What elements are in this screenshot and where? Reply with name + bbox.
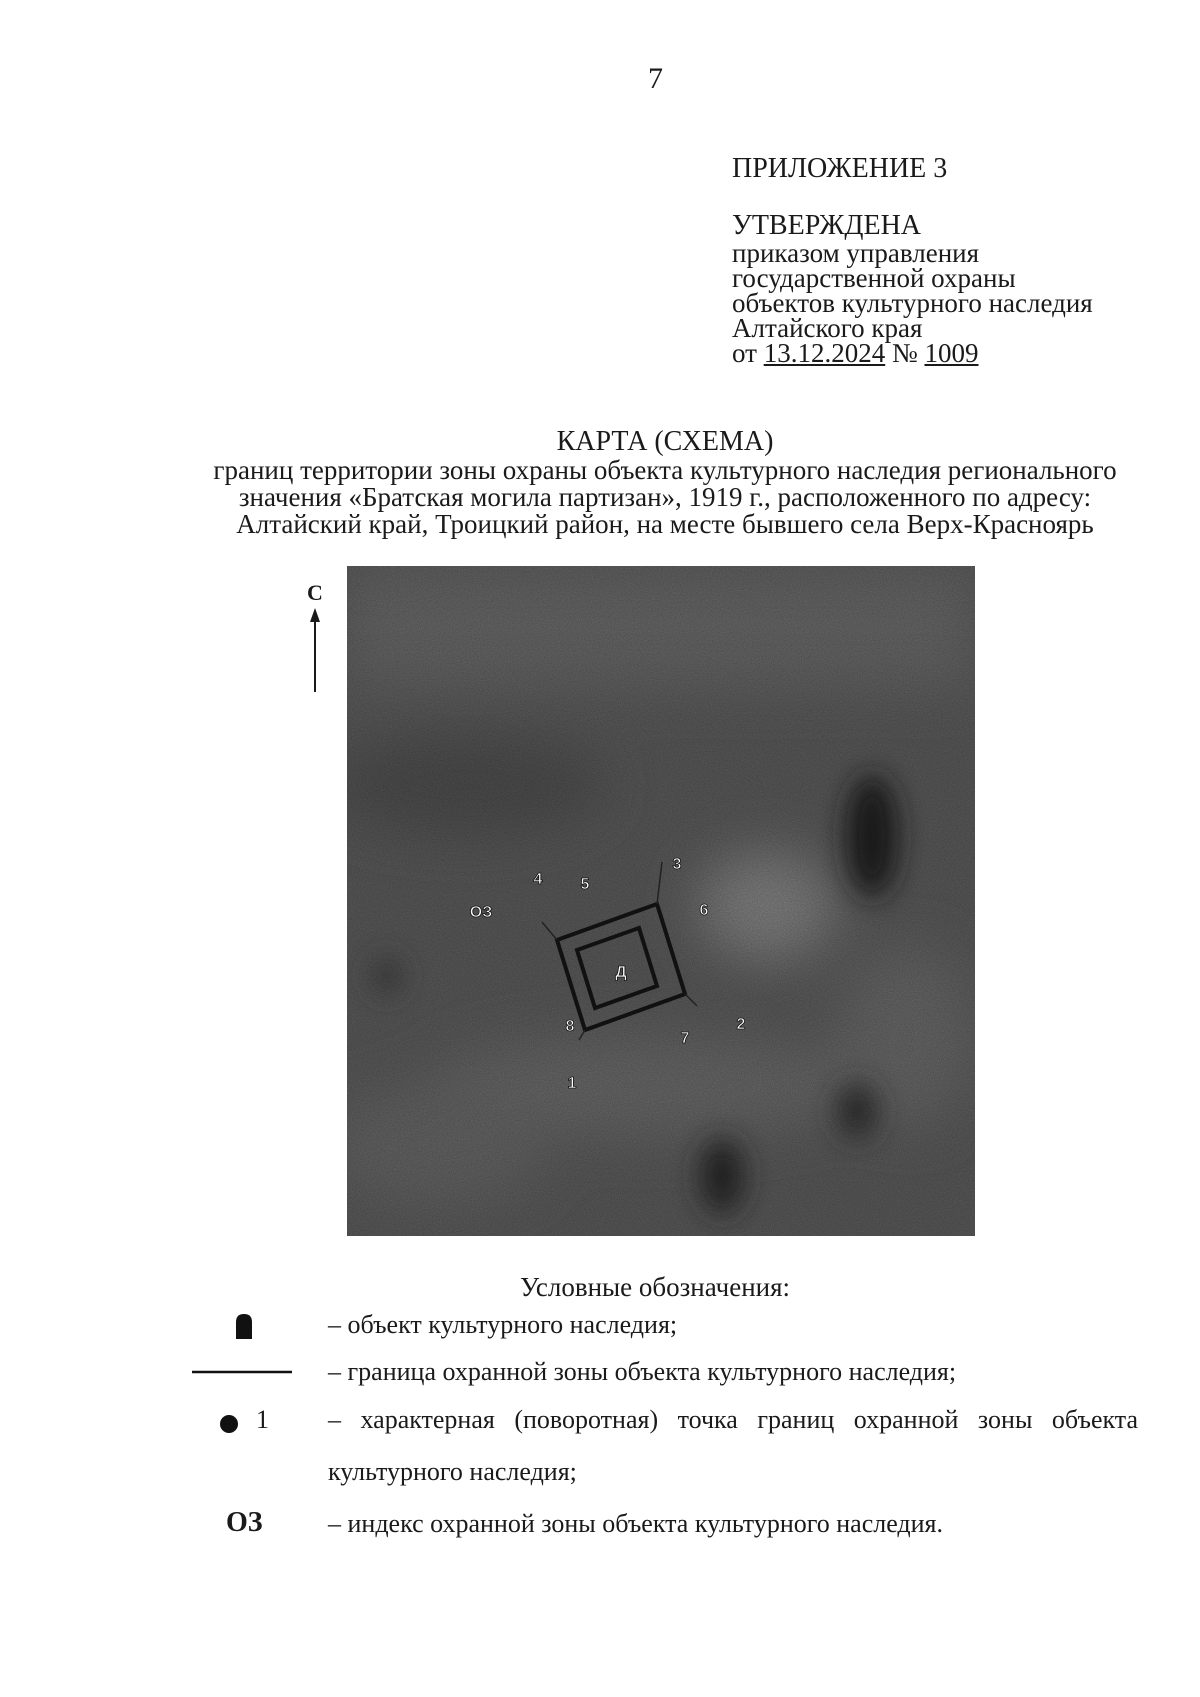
point-label: 2: [736, 1016, 746, 1033]
approval-line: государственной охраны: [732, 263, 1016, 293]
annex-label: ПРИЛОЖЕНИЕ 3: [732, 153, 948, 184]
approval-date: 13.12.2024: [763, 338, 886, 368]
map-image: [347, 566, 975, 1236]
object-label: Д: [615, 964, 627, 981]
map-heading: КАРТА (СХЕМА): [556, 426, 774, 457]
point-label: 6: [699, 902, 709, 919]
map-title-line: Алтайский край, Троицкий район, на месте бывшего села Верх-Красноярь: [236, 509, 1094, 539]
zone-label: ОЗ: [469, 904, 493, 921]
legend-text: – граница охранной зоны объекта культурного наследия;: [328, 1357, 957, 1386]
approved-label: УТВЕРЖДЕНА: [732, 210, 922, 241]
point-label: 3: [672, 856, 682, 873]
zone-index-symbol: ОЗ: [226, 1507, 263, 1538]
approval-date-line: [732, 338, 1093, 368]
point-label: 1: [567, 1075, 577, 1092]
point-label: 5: [580, 876, 590, 893]
legend-text: – индекс охранной зоны объекта культурного наследия.: [328, 1509, 944, 1538]
point-label: 4: [533, 871, 543, 888]
approval-line: приказом управления: [732, 238, 980, 268]
map-title-line: значения «Братская могила партизан», 1919 г., расположенного по адресу:: [238, 482, 1092, 512]
approval-number: 1009: [924, 338, 979, 368]
boundary-line-icon: [192, 1369, 292, 1375]
approval-line: Алтайского края: [732, 313, 923, 343]
date-prefix: от: [732, 338, 757, 368]
north-arrow-icon: [300, 580, 330, 700]
north-label: С: [307, 580, 323, 605]
point-symbol-label: 1: [256, 1405, 269, 1434]
approval-line: объектов культурного наследия: [732, 288, 1093, 318]
satellite-map: [347, 566, 975, 1236]
map-title: [160, 428, 1170, 538]
point-label: 7: [680, 1030, 690, 1047]
legend-title: Условные обозначения:: [520, 1272, 791, 1302]
point-icon: [218, 1413, 240, 1435]
page-number: 7: [648, 62, 663, 95]
north-arrow: [300, 580, 330, 700]
map-title-line: границ территории зоны охраны объекта культурного наследия регионального: [213, 455, 1117, 485]
point-label: 8: [565, 1018, 575, 1035]
approval-block: [732, 153, 1093, 368]
legend-text: культурного наследия;: [328, 1457, 577, 1486]
legend-text: – характерная (поворотная) точка границ охранной зоны объекта: [328, 1405, 1138, 1434]
monument-icon: [232, 1312, 256, 1340]
legend-text: – объект культурного наследия;: [328, 1310, 678, 1339]
number-sign: №: [891, 338, 918, 368]
